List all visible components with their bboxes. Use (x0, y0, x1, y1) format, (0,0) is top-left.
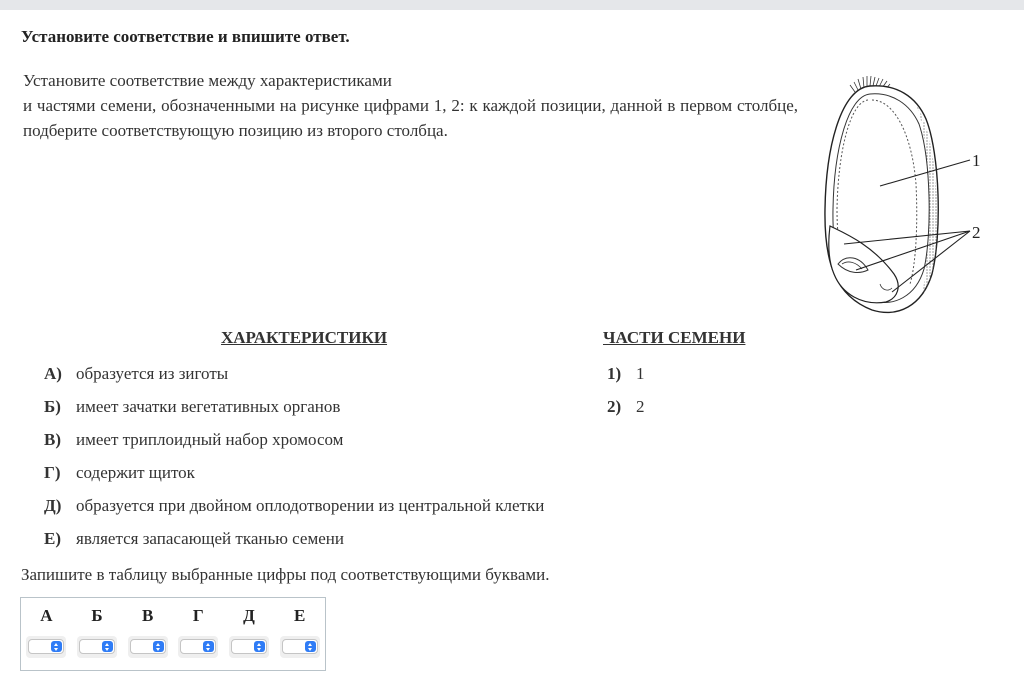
chevron-updown-icon (254, 641, 265, 652)
list-item (44, 364, 544, 397)
question-text (23, 68, 798, 143)
answer-header-v: В (141, 606, 154, 625)
callout-label-2: 2 (972, 223, 981, 242)
characteristics-title: ХАРАКТЕРИСТИКИ (221, 328, 388, 347)
answer-select-d[interactable] (229, 636, 269, 658)
chevron-updown-icon (305, 641, 316, 652)
parts-list (607, 364, 645, 430)
seed-figure (812, 74, 990, 316)
answer-select-b[interactable] (77, 636, 117, 658)
answer-header-row (21, 598, 325, 634)
item-text: образуется при двойном оплодотворении из центральной клетки (76, 496, 545, 515)
question-line-1: Установите соответствие между характеристиками (23, 71, 392, 90)
item-letter: А) (44, 364, 62, 383)
item-letter: Б) (44, 397, 61, 416)
item-letter: В) (44, 430, 61, 449)
item-text: образуется из зиготы (76, 364, 229, 383)
chevron-updown-icon (51, 641, 62, 652)
answer-select-g[interactable] (178, 636, 218, 658)
chevron-updown-icon (102, 641, 113, 652)
list-item (607, 364, 645, 397)
answer-select-row (21, 634, 325, 670)
list-item (44, 397, 544, 430)
list-item (44, 430, 544, 463)
item-text: является запасающей тканью семени (76, 529, 344, 548)
chevron-updown-icon (203, 641, 214, 652)
list-item (44, 529, 544, 562)
parts-title: ЧАСТИ СЕМЕНИ (603, 328, 746, 347)
question-line-2: и частями семени, обозначенными на рисунке цифрами 1, 2: к каждой позиции, данной в первом столбце, подберите соответствующую позицию из второго столбца. (23, 96, 798, 140)
list-item (607, 397, 645, 430)
item-text: содержит щиток (76, 463, 195, 482)
answer-select-v[interactable] (128, 636, 168, 658)
answer-select-e[interactable] (280, 636, 320, 658)
item-text: 2 (636, 397, 645, 416)
item-letter: Е) (44, 529, 61, 548)
answer-instruction: Запишите в таблицу выбранные цифры под соответствующими буквами. (21, 565, 550, 584)
answer-table (20, 597, 326, 671)
answer-header-a: А (40, 606, 53, 625)
answer-header-b: Б (91, 606, 103, 625)
answer-header-g: Г (192, 606, 204, 625)
item-letter: Д) (44, 496, 62, 515)
answer-header-d: Д (243, 606, 255, 625)
characteristics-list (44, 364, 544, 562)
item-number: 2) (607, 397, 622, 416)
list-item (44, 496, 544, 529)
item-letter: Г) (44, 463, 61, 482)
list-item (44, 463, 544, 496)
item-number: 1) (607, 364, 622, 383)
item-text: имеет триплоидный набор хромосом (76, 430, 344, 449)
chevron-updown-icon (153, 641, 164, 652)
answer-header-e: Е (293, 606, 306, 625)
item-text: имеет зачатки вегетативных органов (76, 397, 341, 416)
item-text: 1 (636, 364, 645, 383)
answer-select-a[interactable] (26, 636, 66, 658)
top-bar (0, 0, 1024, 10)
callout-label-1: 1 (972, 151, 981, 170)
task-heading: Установите соответствие и впишите ответ. (21, 27, 350, 46)
